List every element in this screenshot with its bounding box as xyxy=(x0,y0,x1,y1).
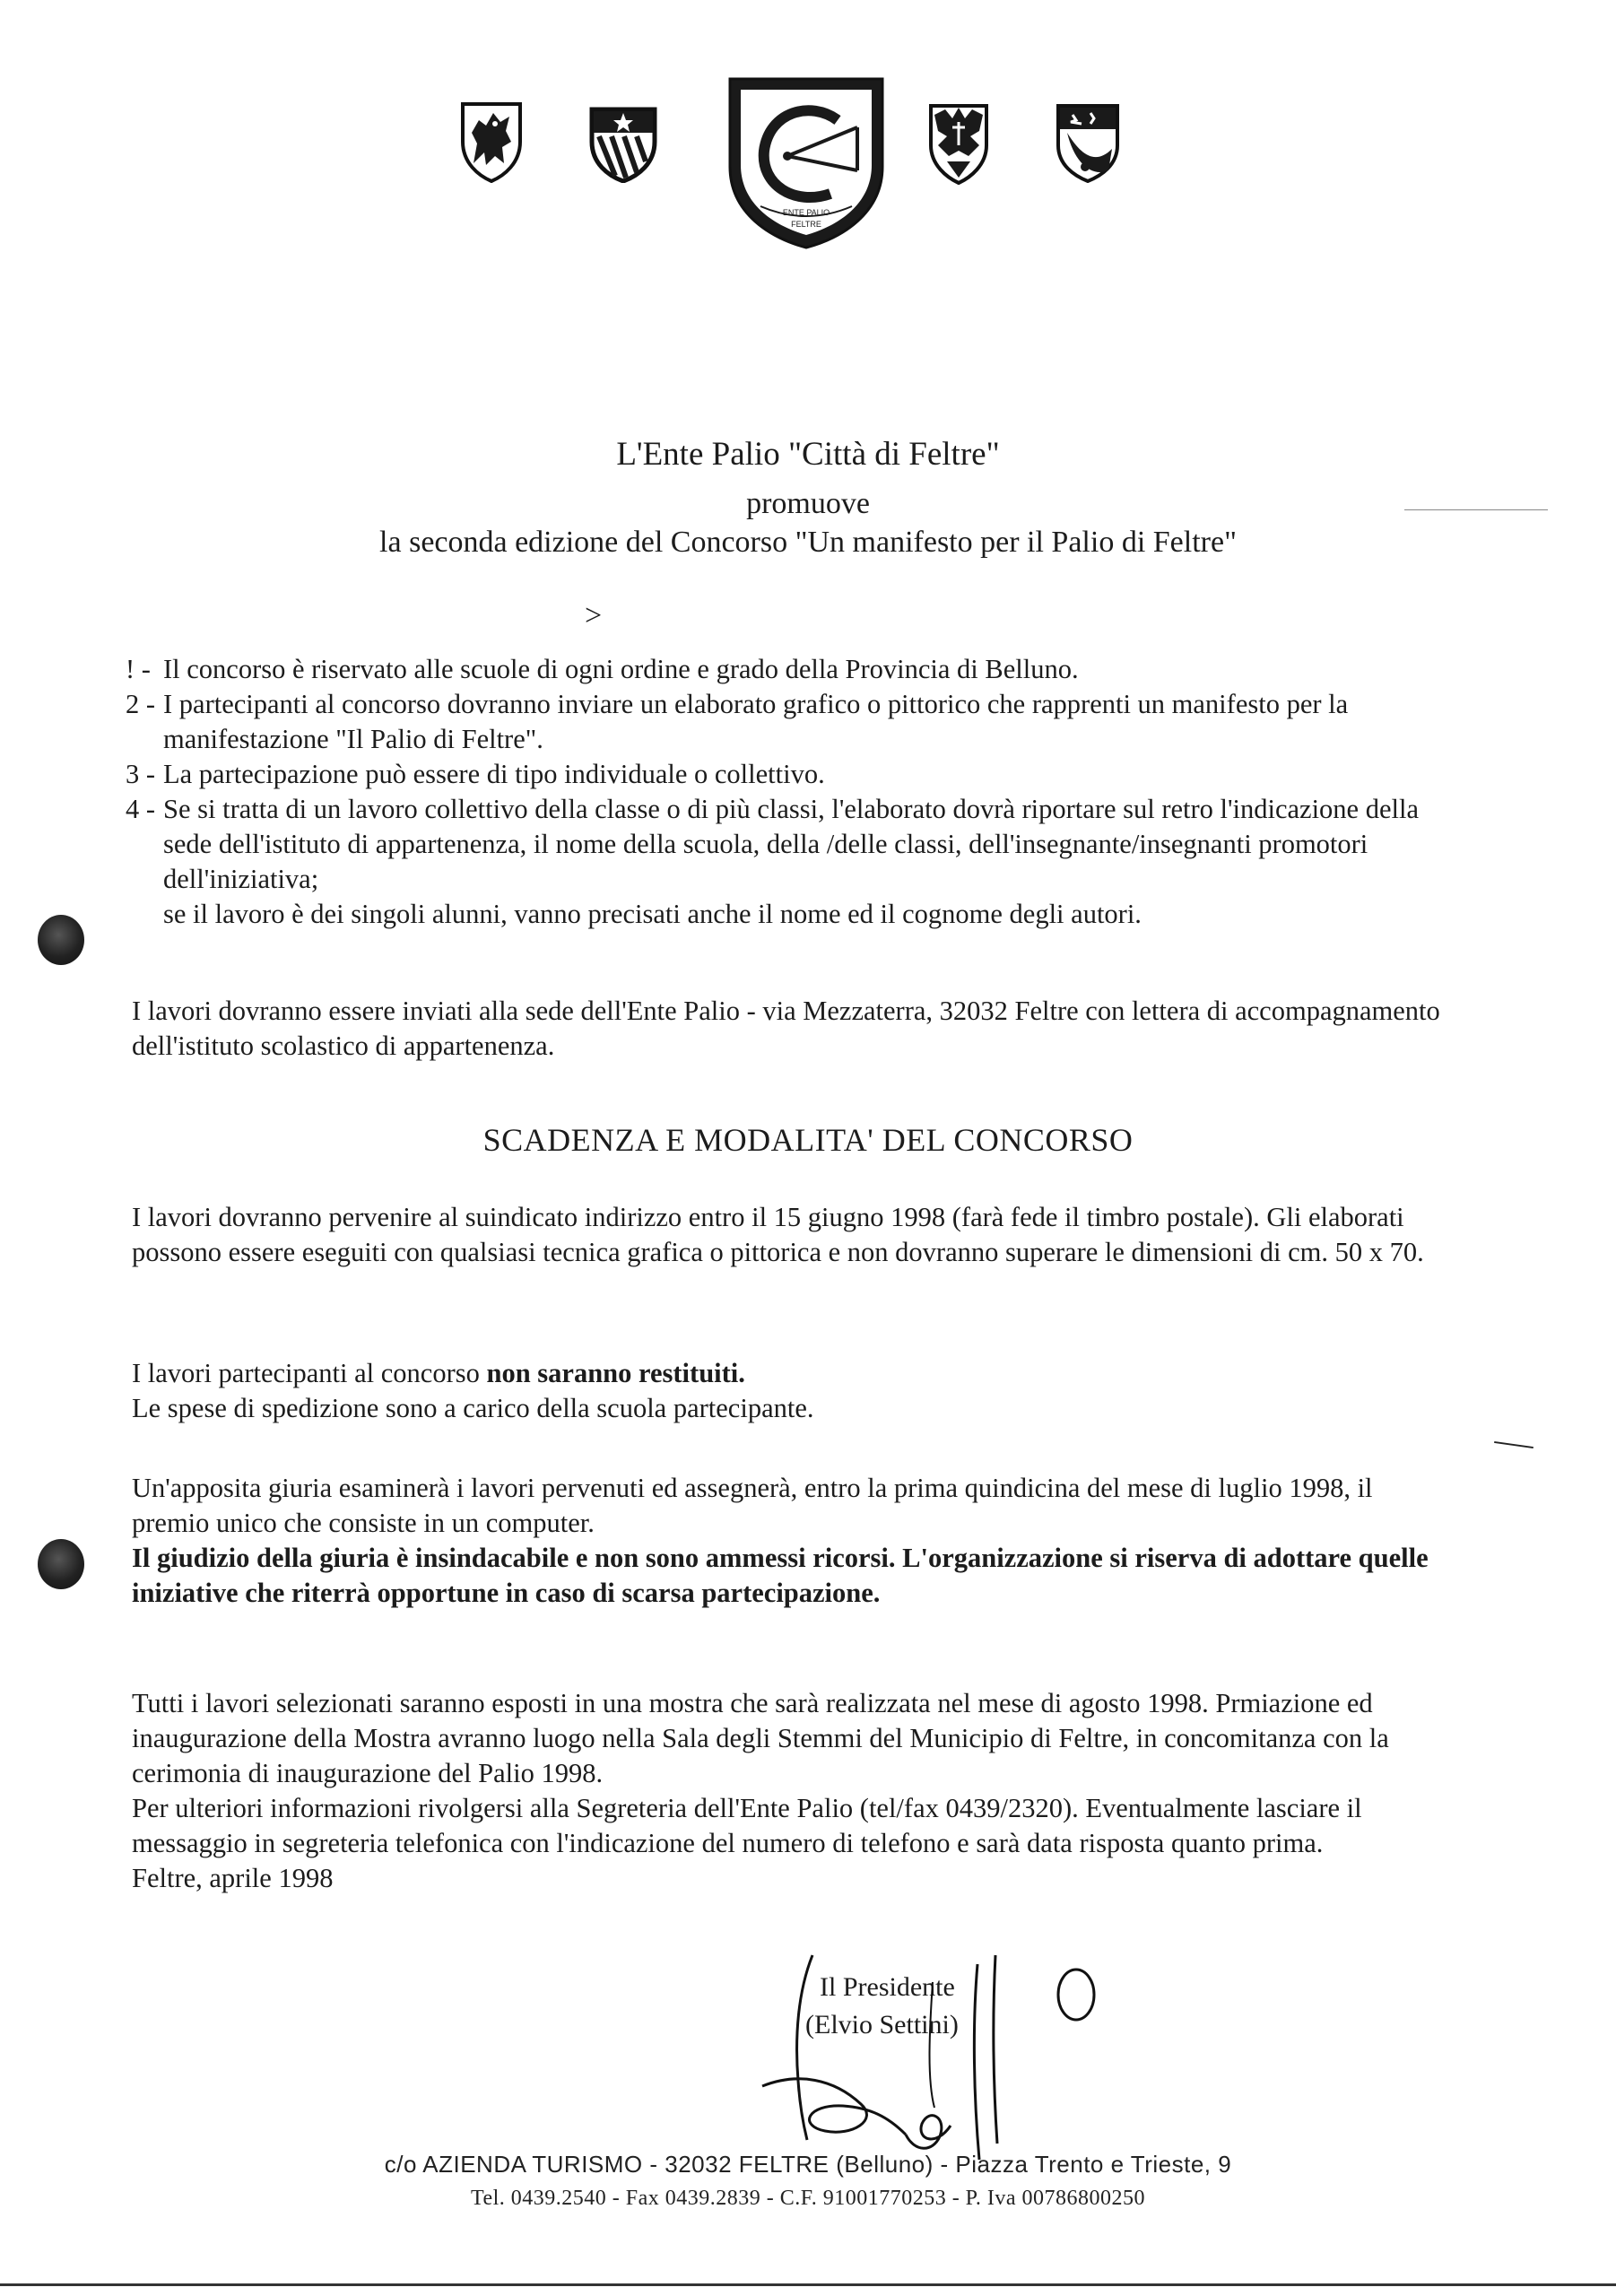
emblem-text-2: FELTRE xyxy=(791,220,821,229)
emblem-text-1: ENTE PALIO xyxy=(782,208,830,217)
margin-dash-top xyxy=(1404,509,1548,510)
rule-text-extra: se il lavoro è dei singoli alunni, vanno precisati anche il nome ed il cognome degli autori. xyxy=(163,899,1142,929)
subtitle-contest: la seconda edizione del Concorso "Un manifesto per il Palio di Feltre" xyxy=(379,526,1237,559)
deadline-text: I lavori dovranno pervenire al suindicato indirizzo entro il 15 giugno 1998 (farà fede il timbro postale). Gli elaborati possono essere eseguiti con qualsiasi tecnica grafica o pittorica e non dovranno superare le dimensioni di cm. 50 x 70. xyxy=(132,1202,1424,1267)
page-title: L'Ente Palio "Città di Feltre" xyxy=(616,436,1000,473)
rule-item-4 xyxy=(126,792,1426,932)
send-text: I lavori dovranno essere inviati alla sede dell'Ente Palio - via Mezzaterra, 32032 Feltre con lettera di accompagnamento dell'istituto scolastico di appartenenza. xyxy=(132,996,1440,1061)
exhibition-text: Tutti i lavori selezionati saranno esposti in una mostra che sarà realizzata nel mese di agosto 1998. Prmiazione ed inaugurazione della Mostra avranno luogo nella Sala degli Stemmi del Municipio di Feltre, in concomitanza con la cerimonia di inaugurazione del Palio 1998. xyxy=(132,1688,1389,1788)
return-text: I lavori partecipanti al concorso xyxy=(132,1358,487,1388)
exhibition-paragraph xyxy=(132,1686,1450,1896)
bottom-edge-line xyxy=(0,2283,1616,2286)
rule-number: ! - xyxy=(126,654,151,684)
rule-number: 3 - xyxy=(126,759,156,789)
subtitle-promuove: promuove xyxy=(746,487,870,520)
jury-text: Un'apposita giuria esaminerà i lavori pervenuti ed assegnerà, entro la prima quindicina del mese di luglio 1998, il premio unico che consiste in un computer. xyxy=(132,1473,1373,1538)
rules-list xyxy=(126,652,1426,932)
return-text-bold: non saranno restituiti. xyxy=(486,1358,745,1388)
return-line-2: Le spese di spedizione sono a carico della scuola partecipante. xyxy=(132,1393,814,1423)
footer-address: c/o AZIENDA TURISMO - 32032 FELTRE (Belluno) - Piazza Trento e Trieste, 9 xyxy=(384,2151,1232,2178)
ente-palio-emblem-icon xyxy=(725,74,888,251)
punch-hole-bottom xyxy=(38,1539,84,1589)
horn-crest-icon xyxy=(1055,102,1121,183)
rule-item-1 xyxy=(126,652,1426,687)
signature-name: (Elvio Settini) xyxy=(805,2010,959,2039)
star-crest-icon xyxy=(588,106,658,183)
rule-number: 4 - xyxy=(126,794,156,824)
footer-contacts: Tel. 0439.2540 - Fax 0439.2839 - C.F. 91001770253 - P. Iva 00786800250 xyxy=(470,2187,1146,2210)
margin-dash-right xyxy=(1494,1441,1533,1448)
jury-text-bold: Il giudizio della giuria è insindacabile e non sono ammessi ricorsi. L'organizzazione si riserva di adottare quelle iniziative che riterrà opportune in caso di scarsa partecipazione. xyxy=(132,1543,1429,1608)
place-date: Feltre, aprile 1998 xyxy=(132,1863,334,1893)
return-line-1 xyxy=(132,1356,1450,1391)
section-heading: SCADENZA E MODALITA' DEL CONCORSO xyxy=(482,1122,1134,1158)
rule-number: 2 - xyxy=(126,689,156,719)
jury-paragraph xyxy=(132,1471,1450,1611)
rule-item-3 xyxy=(126,757,1426,792)
handwritten-mark: > xyxy=(585,599,603,632)
rule-text: I partecipanti al concorso dovranno inviare un elaborato grafico o pittorico che rapprenti un manifesto per la manifestazione "Il Palio di Feltre". xyxy=(163,689,1349,754)
info-text: Per ulteriori informazioni rivolgersi alla Segreteria dell'Ente Palio (tel/fax 0439/2320). Eventualmente lasciare il messaggio in segreteria telefonica con l'indicazione del numero di telefono e sarà data risposta quanto prima. xyxy=(132,1793,1362,1858)
send-paragraph xyxy=(132,994,1450,1064)
return-paragraph xyxy=(132,1356,1450,1426)
lion-crest-icon xyxy=(459,100,524,183)
handwritten-signature xyxy=(744,1928,1121,2170)
eagle-crest-icon xyxy=(927,102,990,185)
rule-text: Se si tratta di un lavoro collettivo della classe o di più classi, l'elaborato dovrà riportare sul retro l'indicazione della sede dell'istituto di appartenenza, il nome della scuola, della /delle classi, dell'insegnante/insegnanti promotori dell'iniziativa; xyxy=(163,794,1419,894)
signature-role: Il Presidente xyxy=(820,1972,955,2002)
rule-text: La partecipazione può essere di tipo individuale o collettivo. xyxy=(163,759,825,789)
punch-hole-top xyxy=(38,915,84,965)
deadline-paragraph xyxy=(132,1200,1450,1270)
rule-item-2 xyxy=(126,687,1426,757)
rule-text: Il concorso è riservato alle scuole di ogni ordine e grado della Provincia di Belluno. xyxy=(163,654,1079,684)
